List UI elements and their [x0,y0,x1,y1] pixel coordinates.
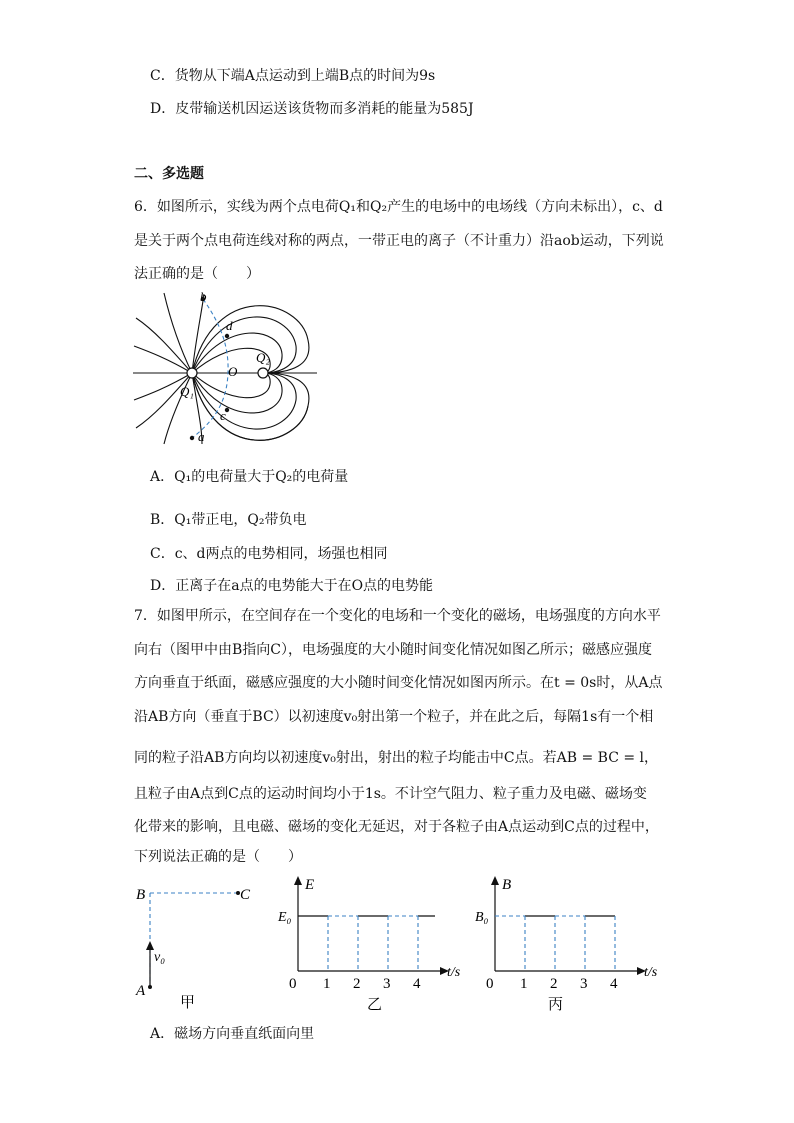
q6-stem-line-3: 法正确的是（ ） [134,266,260,282]
yi-tick-label: 1 [323,976,331,992]
yi-tick-label: 3 [383,976,391,992]
point-A-label: A [136,983,146,999]
bing-tick-label: 1 [520,976,528,992]
point-b-label: b [200,289,207,304]
q7-stem-line-1: 7．如图甲所示，在空间存在一个变化的电场和一个变化的磁场，电场强度的方向水平 [134,608,661,624]
bing-x-axis-label: t/s [644,965,658,980]
q6-stem-line-1: 6．如图所示，实线为两个点电荷Q₁和Q₂产生的电场中的电场线（方向未标出），c、d [134,199,663,215]
bing-y-axis-label: B [502,877,512,893]
q7-option-a: A．磁场方向垂直纸面向里 [150,1026,315,1042]
point-o-label: O [228,364,238,379]
q7-stem-line-7: 化带来的影响，且电磁、磁场的变化无延迟，对于各粒子由A点运动到C点的过程中， [134,819,659,835]
point-C-label: C [240,887,251,903]
point-c-label: c [220,408,226,423]
q6-option-c: C．c、d两点的电势相同，场强也相同 [150,546,388,562]
q5-option-c: C．货物从下端A点运动到上端B点的时间为9s [150,68,436,84]
q7-figure-yi [275,872,465,1017]
figure-caption-yi: 乙 [367,997,383,1013]
point-B-label: B [136,887,146,903]
charge-q2-label: Q₂ [256,350,270,365]
q6-option-d: D．正离子在a点的电势能大于在O点的电势能 [150,578,434,594]
velocity-v0-label: v₀ [154,950,166,965]
q7-stem-line-2: 向右（图甲中由B指向C），电场强度的大小随时间变化情况如图乙所示；磁感应强度 [134,642,652,658]
q7-stem-line-8: 下列说法正确的是（ ） [134,849,302,865]
yi-level-label: E₀ [278,910,292,925]
yi-tick-label: 2 [353,976,361,992]
q6-option-a: A．Q₁的电荷量大于Q₂的电荷量 [150,469,349,485]
q6-stem-line-2: 是关于两个点电荷连线对称的两点，一带正电的离子（不计重力）沿aob运动，下列说 [134,233,664,249]
q5-option-d: D．皮带输送机因运送该货物而多消耗的能量为585J [150,101,474,117]
yi-x-axis-label: t/s [447,965,461,980]
q7-stem-line-5: 同的粒子沿AB方向均以初速度v₀射出，射出的粒子均能击中C点。若AB = BC = l， [134,750,659,766]
q7-figure-bing [472,872,672,1017]
bing-tick-label: 4 [610,976,618,992]
bing-level-label: B₀ [475,910,489,925]
q7-figure-jia [128,875,268,1015]
q7-stem-line-4: 沿AB方向（垂直于BC）以初速度v₀射出第一个粒子，并在此之后，每隔1s有一个相 [134,709,654,725]
bing-tick-label: 0 [486,976,494,992]
yi-tick-label: 0 [289,976,297,992]
q6-field-figure [130,288,330,448]
figure-caption-jia: 甲 [180,995,196,1011]
q7-stem-line-3: 方向垂直于纸面，磁感应强度的大小随时间变化情况如图丙所示。在t = 0s时，从A点 [134,675,663,691]
yi-y-axis-label: E [305,877,315,893]
yi-tick-label: 4 [413,976,421,992]
charge-q1-label: Q₁ [180,384,194,399]
bing-tick-label: 2 [550,976,558,992]
point-d-label: d [226,318,233,333]
figure-caption-bing: 丙 [548,997,564,1013]
point-a-label: a [198,429,205,444]
q6-option-b: B．Q₁带正电，Q₂带负电 [150,512,307,528]
bing-tick-label: 3 [580,976,588,992]
q7-stem-line-6: 且粒子由A点到C点的运动时间均小于1s。不计空气阻力、粒子重力及电磁、磁场变 [134,786,647,802]
section-heading: 二、多选题 [134,166,204,182]
